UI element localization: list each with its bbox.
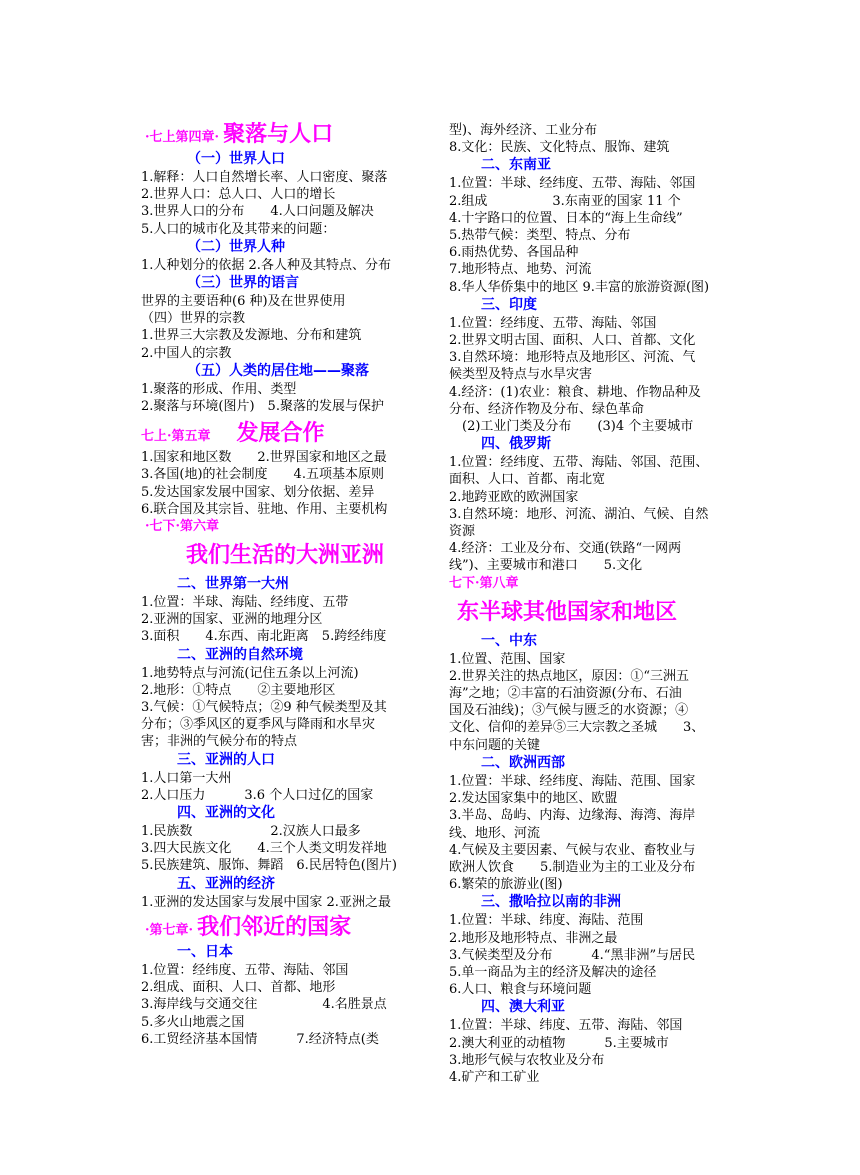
text-line: (2)工业门类及分布 (3)4 个主要城市	[449, 419, 694, 435]
text-line: 4.经济：工业及分布、交通(铁路“一网两	[449, 541, 682, 557]
section-heading: 四、澳大利亚	[481, 999, 565, 1016]
text-line: 3.气候：①气候特点；②9 种气候类型及其	[141, 700, 387, 716]
text-line: 2.地形：①特点 ②主要地形区	[141, 682, 336, 698]
text-line: 分布、经济作物及分布、绿色革命	[449, 401, 645, 417]
text-line: 5.民族建筑、服饰、舞蹈 6.民居特色(图片)	[141, 858, 397, 874]
section-heading: 二、东南亚	[481, 157, 551, 174]
text-line: 1.人种划分的依据 2.各人种及其特点、分布	[141, 257, 391, 273]
chapter-tag: ·七上第四章·	[145, 130, 220, 145]
text-line: （四）世界的宗教	[141, 311, 246, 327]
text-line: 6.联合国及其宗旨、驻地、作用、主要机构	[141, 501, 388, 517]
text-line: 8.文化：民族、文化特点、服饰、建筑	[449, 140, 670, 156]
section-heading: 四、俄罗斯	[481, 436, 551, 453]
chapter-title: 发展合作	[236, 420, 325, 447]
text-line: 国及石油线)；③气候与匮乏的水资源；④	[449, 703, 689, 719]
chapter-tag: ·第七章·	[145, 922, 194, 938]
text-line: 1.位置：半球、纬度、海陆、范围	[449, 913, 644, 929]
text-line: 2.亚洲的国家、亚洲的地理分区	[141, 612, 323, 628]
section-heading: 三、亚洲的人口	[177, 751, 275, 768]
text-line: 1.国家和地区数 2.世界国家和地区之最	[141, 450, 387, 466]
text-line: 5.发达国家发展中国家、划分依据、差异	[141, 484, 375, 500]
chapter-tag: 七上·第五章	[141, 429, 211, 445]
text-line: 3.面积 4.东西、南北距离 5.跨经纬度	[141, 629, 387, 645]
text-line: 1.亚洲的发达国家与发展中国家 2.亚洲之最	[141, 894, 391, 910]
text-line: 1.位置、范围、国家	[449, 651, 566, 667]
section-heading: （五）人类的居住地——聚落	[187, 362, 369, 379]
right-column	[449, 122, 739, 1086]
text-line: 1.民族数 2.汉族人口最多	[141, 824, 361, 840]
text-line: 3.各国(地)的社会制度 4.五项基本原则	[141, 467, 384, 483]
text-line: 1.人口第一大州	[141, 770, 232, 786]
text-line: 2.发达国家集中的地区、欧盟	[449, 791, 618, 807]
section-heading: （三）世界的语言	[187, 275, 299, 292]
text-line: 6.人口、粮食与环境问题	[449, 982, 592, 998]
chapter-7-header	[141, 911, 429, 943]
section-heading: 三、印度	[481, 296, 537, 313]
section-heading: 一、中东	[481, 632, 537, 649]
text-line: 6.雨热优势、各国品种	[449, 245, 579, 261]
text-line: 1.解释：人口自然增长率、人口密度、聚落	[141, 170, 388, 185]
section-heading: 二、世界第一大州	[177, 576, 289, 593]
section-heading: （一）世界人口	[187, 151, 285, 167]
section-heading: 二、欧洲西部	[481, 754, 565, 771]
text-line: 2.地形及地形特点、非洲之最	[449, 930, 618, 946]
text-line: 2.澳大利亚的动植物 5.主要城市	[449, 1035, 669, 1051]
text-line: 害；非洲的气候分布的特点	[141, 734, 298, 750]
text-line: 5.人口的城市化及其带来的问题：	[141, 221, 336, 237]
text-line: 4.矿产和工矿业	[449, 1069, 540, 1085]
text-line: 2.组成、面积、人口、首都、地形	[141, 980, 336, 996]
text-line: 1.地势特点与河流(记住五条以上河流)	[141, 665, 359, 681]
text-line: 3.世界人口的分布 4.人口问题及解决	[141, 204, 374, 220]
text-line: 2.人口压力 3.6 个人口过亿的国家	[141, 787, 374, 803]
chapter-tag: ·七下·第六章	[145, 519, 220, 535]
text-line: 2.聚落与环境(图片) 5.聚落的发展与保护	[141, 399, 384, 415]
text-line: 1.位置：半球、经纬度、海陆、范围、国家	[449, 773, 696, 789]
chapter-4-header	[141, 118, 429, 150]
text-line: 2.世界文明古国、面积、人口、首都、文化	[449, 333, 696, 349]
text-line: 2.中国人的宗教	[141, 345, 232, 361]
section-heading: 二、亚洲的自然环境	[177, 646, 303, 663]
text-line: 文化、信仰的差异⑤三大宗教之圣城 3、	[449, 720, 705, 736]
text-line: 3.自然环境：地形特点及地形区、河流、气	[449, 350, 696, 366]
section-heading: 五、亚洲的经济	[177, 875, 275, 892]
text-line: 面积、人口、首都、南北宽	[449, 472, 606, 488]
text-line: 4.十字路口的位置、日本的“海上生命线”	[449, 210, 683, 226]
section-heading: （二）世界人种	[187, 238, 285, 255]
text-line: 6.工贸经济基本国情 7.经济特点(类	[141, 1031, 379, 1047]
text-line: 3.海岸线与交通交往 4.名胜景点	[141, 997, 387, 1013]
section-heading: 三、撒哈拉以南的非洲	[481, 894, 621, 911]
text-line: 分布；③季风区的夏季风与降雨和水旱灾	[141, 717, 376, 733]
text-line: 3.四大民族文化 4.三个人类文明发祥地	[141, 841, 387, 857]
text-line: 1.位置：半球、经纬度、五带、海陆、邻国	[449, 176, 696, 192]
text-line: 3.地形气候与农牧业及分布	[449, 1052, 605, 1068]
text-line: 2.世界关注的热点地区，原因：①“三洲五	[449, 668, 690, 684]
chapter-5-header	[141, 417, 429, 449]
text-line: 6.繁荣的旅游业(图)	[449, 877, 563, 893]
chapter-title: 东半球其他国家和地区	[457, 598, 678, 625]
text-line: 5.热带气候：类型、特点、分布	[449, 228, 631, 244]
text-line: 4.气候及主要因素、气候与农业、畜牧业与	[449, 842, 696, 858]
text-line: 7.地形特点、地势、河流	[449, 262, 592, 278]
text-line: 5.多火山地震之国	[141, 1014, 245, 1030]
text-line: 4.经济：(1)农业：粮食、耕地、作物品种及	[449, 384, 701, 400]
text-line: 线、地形、河流	[449, 825, 541, 841]
text-line: 世界的主要语种(6 种)及在世界使用	[141, 294, 346, 310]
text-line: 资源	[449, 524, 476, 540]
text-line: 3.半岛、岛屿、内海、边缘海、海湾、海岸	[449, 808, 696, 824]
text-line: 3.自然环境：地形、河流、湖泊、气候、自然	[449, 506, 709, 522]
text-line: 2.地跨亚欧的欧洲国家	[449, 489, 579, 505]
text-line: 1.位置：经纬度、五带、海陆、邻国	[141, 962, 349, 978]
text-line: 海”之地；②丰富的石油资源(分布、石油	[449, 686, 682, 702]
text-line: 1.位置：经纬度、五带、海陆、邻国	[449, 315, 657, 331]
text-line: 中东问题的关键	[449, 737, 541, 753]
text-line: 2.世界人口：总人口、人口的增长	[141, 187, 336, 203]
text-line: 8.华人华侨集中的地区 9.丰富的旅游资源(图)	[449, 279, 710, 295]
chapter-title: 我们邻近的国家	[197, 913, 352, 940]
text-line: 5.单一商品为主的经济及解决的途径	[449, 964, 657, 980]
text-line: 1.位置：半球、海陆、经纬度、五带	[141, 595, 349, 611]
section-heading: 四、亚洲的文化	[177, 805, 275, 822]
section-heading: 一、日本	[177, 943, 233, 960]
text-line: 线”)、主要城市和港口 5.文化	[449, 558, 643, 574]
text-line: 欧洲人饮食 5.制造业为主的工业及分布	[449, 859, 696, 875]
chapter-title: 聚落与人口	[223, 121, 334, 147]
text-line: 候类型及特点与水旱灾害	[449, 367, 593, 383]
chapter-title: 我们生活的大洲亚洲	[185, 542, 384, 569]
text-line: 型)、海外经济、工业分布	[449, 123, 598, 138]
text-line: 1.聚落的形成、作用、类型	[141, 381, 297, 397]
text-line: 1.世界三大宗教及发源地、分布和建筑	[141, 328, 362, 344]
text-line: 1.位置：半球、纬度、五带、海陆、邻国	[449, 1018, 683, 1034]
text-line: 1.位置：经纬度、五带、海陆、邻国、范围、	[449, 455, 709, 471]
chapter-tag: 七下·第八章	[449, 575, 519, 591]
text-line: 3.气候类型及分布 4.“黑非洲”与居民	[449, 947, 696, 963]
left-column	[141, 118, 429, 1048]
text-line: 2.组成 3.东南亚的国家 11 个	[449, 193, 681, 209]
